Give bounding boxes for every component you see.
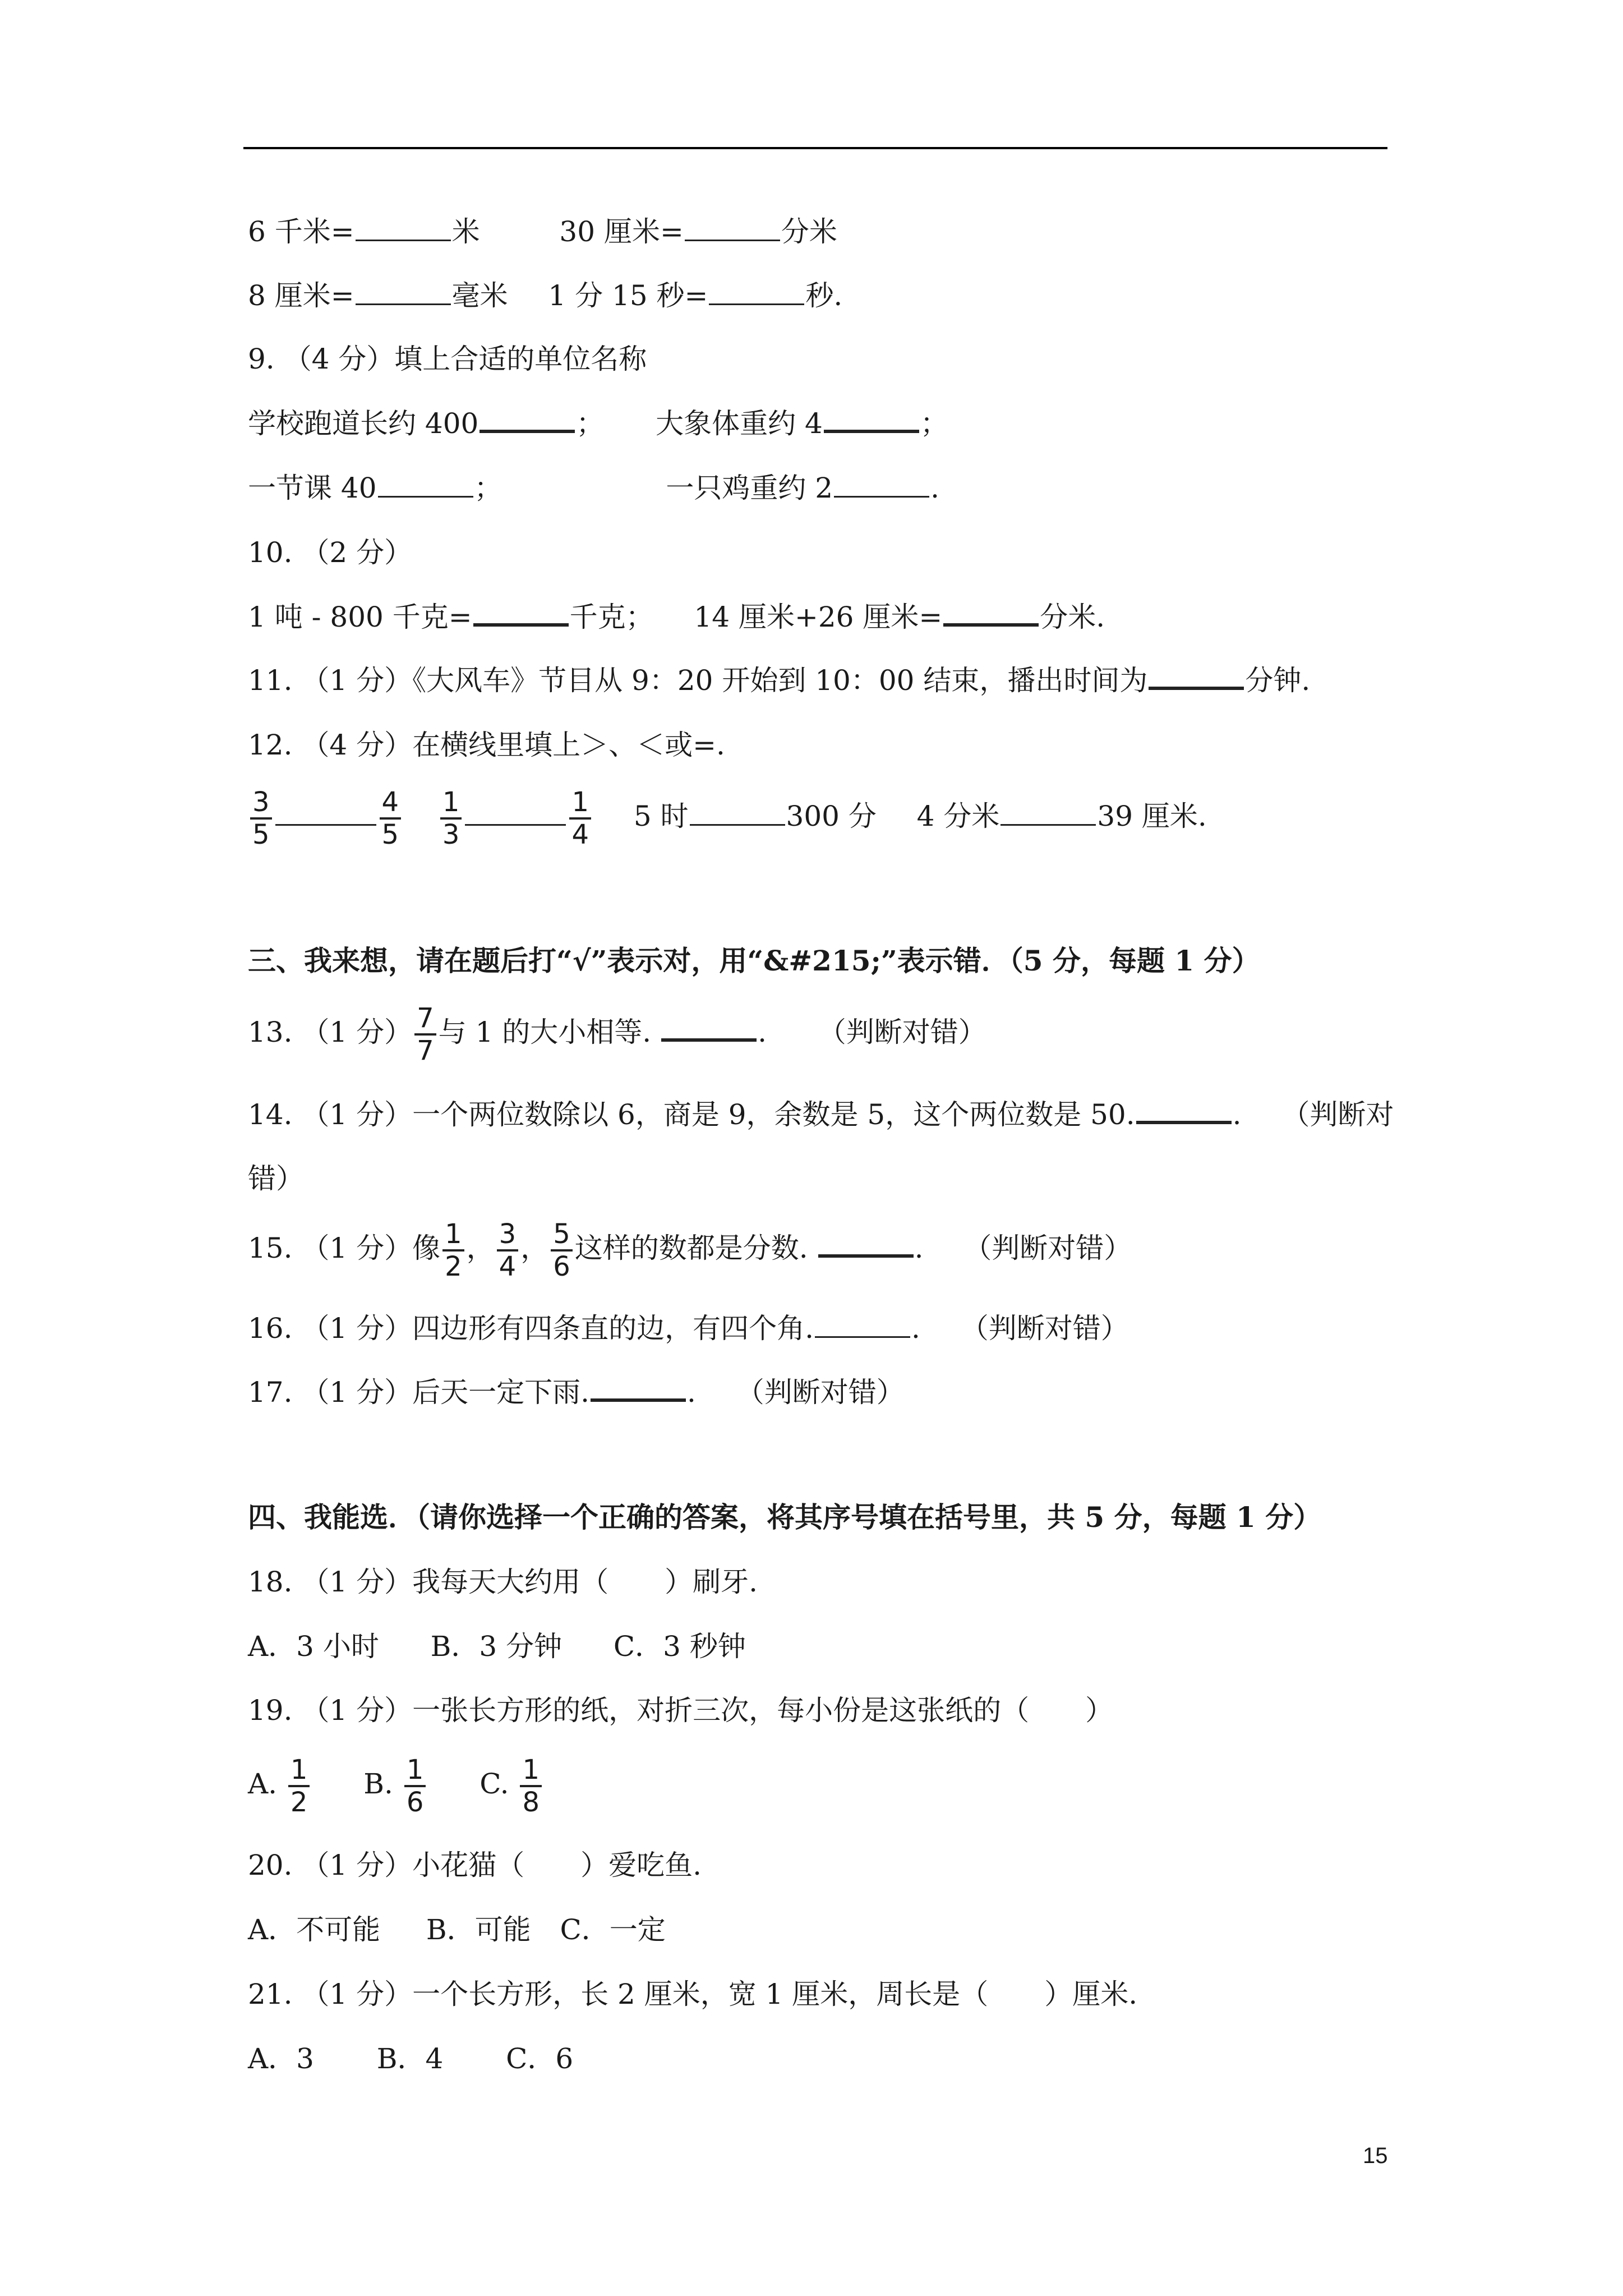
answer-blank[interactable] <box>591 1374 686 1402</box>
q9-row-1 <box>248 404 1392 443</box>
header-rule <box>243 147 1387 149</box>
q17 <box>248 1373 1392 1412</box>
q11-text: 11. （1 分）《大风车》节目从 9：20 开始到 10：00 结束，播出时间为 <box>248 664 1148 697</box>
answer-blank[interactable] <box>465 785 566 826</box>
answer-blank[interactable] <box>1149 662 1244 690</box>
q16-text: . <box>911 1312 920 1345</box>
q15-text: . <box>914 1232 924 1264</box>
q13-text: 与 1 的大小相等. <box>438 1016 652 1048</box>
q8-row-1 <box>248 212 1392 251</box>
q9-text: . <box>930 472 939 504</box>
q13-text: . <box>758 1016 767 1048</box>
q21-question: 21. （1 分）一个长方形，长 2 厘米，宽 1 厘米，周长是（ ）厘米. <box>248 1978 1138 2010</box>
q8-text: 米 <box>451 215 480 248</box>
answer-blank[interactable] <box>378 471 473 498</box>
q8-text: 1 分 15 秒= <box>548 279 708 312</box>
q9-text: ； <box>576 407 605 440</box>
q14-text: （判断对 <box>1281 1098 1394 1131</box>
option-b[interactable]: B．3 分钟 <box>430 1630 562 1663</box>
section-3-heading: 三、我来想，请在题后打“√”表示对，用“&#215;”表示错．（5 分，每题 1 分） <box>248 944 1260 977</box>
q9-text: 大象体重约 4 <box>656 407 823 440</box>
q11 <box>248 661 1392 700</box>
fraction: $\frac{3}{5}$ <box>250 787 272 850</box>
q13 <box>248 999 1392 1066</box>
q15-text: （判断对错） <box>963 1232 1132 1264</box>
q15-text: 15. （1 分）像 <box>248 1232 441 1264</box>
section-4-heading: 四、我能选．（请你选择一个正确的答案，将其序号填在括号里，共 5 分，每题 1 分） <box>248 1501 1322 1534</box>
q17-text: . <box>687 1376 696 1409</box>
q12-text: 39 厘米. <box>1097 800 1207 832</box>
answer-blank[interactable] <box>1000 799 1096 826</box>
q9-text: ； <box>474 472 502 504</box>
q13-text: 13. （1 分） <box>248 1016 413 1048</box>
option-a[interactable]: A．不可能 <box>248 1913 381 1946</box>
option-a[interactable]: A．3 <box>248 2042 314 2075</box>
fraction: $\frac{3}{4}$ <box>497 1219 519 1282</box>
q15-text: 这样的数都是分数. <box>574 1232 808 1264</box>
q12-compare-row <box>248 783 1392 850</box>
answer-blank[interactable] <box>834 471 929 498</box>
q9-text: 学校跑道长约 400 <box>248 407 479 440</box>
fraction: $\frac{1}{8}$ <box>520 1755 542 1818</box>
q14 <box>248 1095 1392 1134</box>
fraction: $\frac{1}{2}$ <box>442 1219 464 1282</box>
option-a[interactable]: A. <box>248 1768 278 1800</box>
answer-blank[interactable] <box>824 405 919 433</box>
q14-continued: 错） <box>248 1162 304 1195</box>
q17-text: 17. （1 分）后天一定下雨. <box>248 1376 590 1409</box>
answer-blank[interactable] <box>1136 1096 1232 1124</box>
q8-text: 30 厘米= <box>559 215 684 248</box>
answer-blank[interactable] <box>661 1014 757 1042</box>
q9-text: ； <box>920 407 948 440</box>
q18-question: 18. （1 分）我每天大约用（ ）刷牙. <box>248 1566 758 1598</box>
answer-blank[interactable] <box>356 215 451 241</box>
answer-blank[interactable] <box>356 279 451 305</box>
q16-text: 16. （1 分）四边形有四条直的边，有四个角. <box>248 1312 814 1345</box>
fraction: $\frac{4}{5}$ <box>380 787 402 850</box>
fraction: $\frac{7}{7}$ <box>414 1003 436 1066</box>
q10-title: 10. （2 分） <box>248 536 413 569</box>
q21-options <box>248 2039 1392 2078</box>
q16-text: （判断对错） <box>960 1312 1129 1345</box>
q10-text: 14 厘米+26 厘米= <box>694 601 943 633</box>
q8-text: 6 千米= <box>248 215 354 248</box>
page-number: 15 <box>1363 2143 1388 2168</box>
option-c[interactable]: C．一定 <box>560 1913 666 1946</box>
q10-row <box>248 597 1392 637</box>
q15-text: ， <box>466 1232 495 1264</box>
answer-blank[interactable] <box>685 215 780 241</box>
answer-blank[interactable] <box>709 279 804 305</box>
q15 <box>248 1214 1392 1282</box>
option-b[interactable]: B. <box>363 1768 393 1800</box>
q16 <box>248 1309 1392 1348</box>
q12-text: 5 时 <box>633 800 689 832</box>
fraction: $\frac{1}{4}$ <box>569 787 591 850</box>
q9-text: 一只鸡重约 2 <box>666 472 833 504</box>
q10-text: 千克； <box>569 601 654 633</box>
option-c[interactable]: C．3 秒钟 <box>613 1630 746 1663</box>
answer-blank[interactable] <box>473 599 569 627</box>
answer-blank[interactable] <box>818 1230 914 1258</box>
q17-text: （判断对错） <box>736 1376 905 1409</box>
answer-blank[interactable] <box>275 785 376 826</box>
q14-text: 14. （1 分）一个两位数除以 6，商是 9，余数是 5，这个两位数是 50. <box>248 1098 1135 1131</box>
fraction: $\frac{1}{6}$ <box>404 1755 426 1818</box>
q8-text: 8 厘米= <box>248 279 354 312</box>
q12-title: 12. （4 分）在横线里填上＞、＜或=. <box>248 729 725 761</box>
q8-text: 分米 <box>781 215 837 248</box>
q12-text: 4 分米 <box>916 800 1000 832</box>
q8-text: 毫米 <box>451 279 508 312</box>
q15-text: ， <box>520 1232 549 1264</box>
q8-row-2 <box>248 276 1392 315</box>
fraction: $\frac{1}{3}$ <box>440 787 462 850</box>
q19-options <box>248 1750 1392 1818</box>
q9-text: 一节课 40 <box>248 472 377 504</box>
answer-blank[interactable] <box>479 405 575 433</box>
option-c[interactable]: C. <box>479 1768 509 1800</box>
option-b[interactable]: B．可能 <box>426 1913 531 1946</box>
answer-blank[interactable] <box>815 1312 910 1338</box>
q9-row-2 <box>248 468 1392 508</box>
q14-text: . <box>1232 1098 1242 1131</box>
option-c[interactable]: C．6 <box>506 2042 574 2075</box>
q13-text: （判断对错） <box>818 1016 986 1048</box>
fraction: $\frac{5}{6}$ <box>551 1219 573 1282</box>
q8-text: 秒. <box>805 279 843 312</box>
option-b[interactable]: B．4 <box>376 2042 444 2075</box>
answer-blank[interactable] <box>943 599 1039 627</box>
q20-options <box>248 1910 1392 1949</box>
q9-title: 9. （4 分）填上合适的单位名称 <box>248 343 647 375</box>
option-a[interactable]: A．3 小时 <box>248 1630 379 1663</box>
q11-text: 分钟. <box>1245 664 1311 697</box>
q20-question: 20. （1 分）小花猫（ ）爱吃鱼. <box>248 1849 702 1881</box>
q19-question: 19. （1 分）一张长方形的纸，对折三次，每小份是这张纸的（ ） <box>248 1694 1114 1727</box>
q10-text: 分米. <box>1040 601 1105 633</box>
q12-text: 300 分 <box>786 800 877 832</box>
fraction: $\frac{1}{2}$ <box>288 1755 310 1818</box>
q10-text: 1 吨 - 800 千克= <box>248 601 472 633</box>
answer-blank[interactable] <box>690 799 785 826</box>
q18-options <box>248 1627 1392 1666</box>
